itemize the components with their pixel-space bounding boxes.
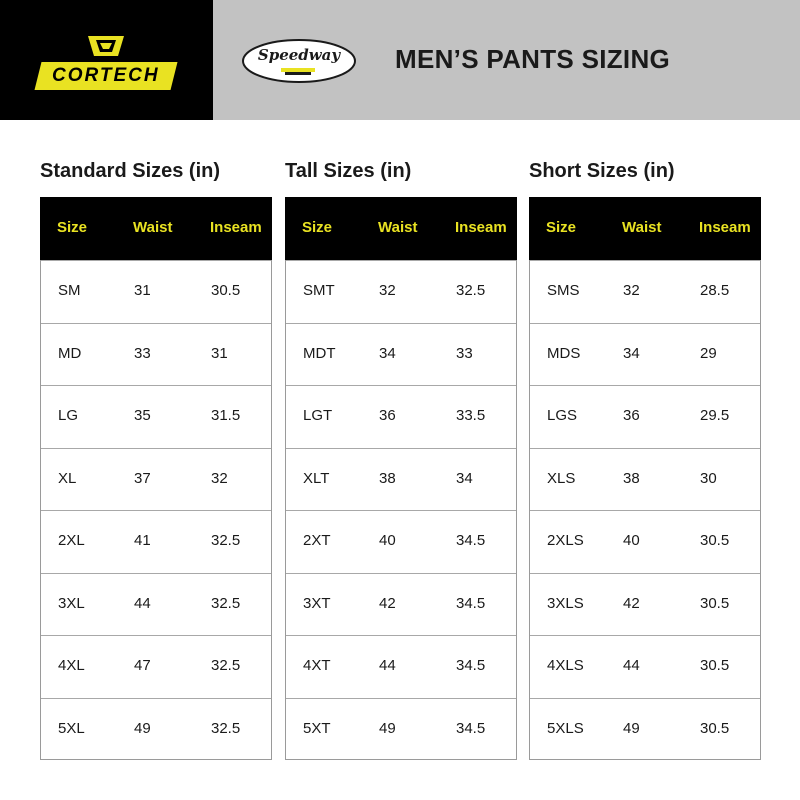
column-header: Waist <box>622 219 662 236</box>
waist-cell: 44 <box>134 594 151 612</box>
table-row <box>530 635 760 697</box>
waist-cell: 31 <box>134 282 151 299</box>
table-row <box>530 510 760 572</box>
inseam-cell: 30.5 <box>700 532 730 549</box>
size-cell: LG <box>58 407 79 424</box>
size-cell: LGT <box>303 407 333 424</box>
inseam-cell: 32.5 <box>211 532 241 549</box>
size-table-tall <box>285 197 517 760</box>
section-title-standard: Standard Sizes (in) <box>40 160 221 182</box>
table-row <box>530 698 760 760</box>
table-row <box>530 448 760 510</box>
table-row <box>41 698 271 760</box>
size-cell: 2XL <box>58 532 85 549</box>
waist-cell: 47 <box>134 657 151 674</box>
speedway-wordmark: Speedway <box>257 46 341 64</box>
inseam-cell: 29 <box>700 344 717 362</box>
size-cell: XLS <box>547 469 576 487</box>
waist-cell: 36 <box>623 407 640 424</box>
column-header: Size <box>546 219 577 236</box>
table-header-row <box>285 197 517 260</box>
size-table-standard <box>40 197 272 760</box>
table-row <box>286 510 516 572</box>
size-cell: 5XT <box>303 719 331 737</box>
inseam-cell: 34.5 <box>456 532 486 549</box>
waist-cell: 49 <box>379 719 396 737</box>
size-cell: 3XT <box>303 594 331 612</box>
size-cell: 4XL <box>58 657 85 674</box>
waist-cell: 34 <box>379 344 396 362</box>
inseam-cell: 29.5 <box>700 407 730 424</box>
inseam-cell: 32.5 <box>211 719 241 737</box>
table-row <box>286 260 516 322</box>
waist-cell: 38 <box>623 469 640 487</box>
size-cell: 5XL <box>58 719 85 737</box>
size-cell: LGS <box>547 407 578 424</box>
inseam-cell: 32.5 <box>211 657 241 674</box>
table-row <box>41 510 271 572</box>
table-row <box>41 323 271 385</box>
waist-cell: 32 <box>379 282 396 299</box>
table-row <box>41 635 271 697</box>
inseam-cell: 32.5 <box>211 594 241 612</box>
waist-cell: 40 <box>623 532 640 549</box>
waist-cell: 44 <box>623 657 640 674</box>
waist-cell: 37 <box>134 469 151 487</box>
inseam-cell: 33 <box>456 344 473 362</box>
inseam-cell: 30.5 <box>700 719 730 737</box>
table-row <box>530 385 760 447</box>
inseam-cell: 34.5 <box>456 594 486 612</box>
column-header: Waist <box>133 219 173 236</box>
column-header: Waist <box>378 219 418 236</box>
inseam-cell: 30.5 <box>211 282 241 299</box>
column-header: Size <box>57 219 88 236</box>
inseam-cell: 33.5 <box>456 407 486 424</box>
size-cell: 2XLS <box>547 532 584 549</box>
table-row <box>530 573 760 635</box>
waist-cell: 49 <box>623 719 640 737</box>
table-row <box>41 573 271 635</box>
inseam-cell: 32 <box>211 469 228 487</box>
table-header-row <box>40 197 272 260</box>
size-cell: 4XT <box>303 657 331 674</box>
table-row <box>286 698 516 760</box>
table-row <box>41 448 271 510</box>
size-cell: 4XLS <box>547 657 584 674</box>
column-header: Size <box>302 219 333 236</box>
size-cell: SMS <box>547 282 580 299</box>
waist-cell: 34 <box>623 344 640 362</box>
waist-cell: 33 <box>134 344 151 362</box>
table-row <box>286 635 516 697</box>
size-cell: XL <box>58 469 77 487</box>
waist-cell: 41 <box>134 532 151 549</box>
waist-cell: 36 <box>379 407 396 424</box>
cortech-wordmark-text: CORTECH <box>52 65 160 86</box>
table-row <box>286 448 516 510</box>
column-header: Inseam <box>455 219 507 236</box>
size-cell: 3XL <box>58 594 85 612</box>
inseam-cell: 32.5 <box>456 282 486 299</box>
inseam-cell: 28.5 <box>700 282 730 299</box>
section-title-short: Short Sizes (in) <box>529 160 675 182</box>
cortech-logo <box>38 36 174 92</box>
table-row <box>530 260 760 322</box>
size-cell: MDT <box>303 344 336 362</box>
size-cell: 3XLS <box>547 594 584 612</box>
waist-cell: 32 <box>623 282 640 299</box>
column-header: Inseam <box>210 219 262 236</box>
cortech-emblem-icon <box>88 36 124 56</box>
column-header: Inseam <box>699 219 751 236</box>
waist-cell: 42 <box>379 594 396 612</box>
size-cell: XLT <box>303 469 330 487</box>
waist-cell: 38 <box>379 469 396 487</box>
speedway-logo <box>241 38 357 84</box>
size-table-short <box>529 197 761 760</box>
inseam-cell: 34 <box>456 469 473 487</box>
inseam-cell: 34.5 <box>456 657 486 674</box>
header-logo-panel <box>0 0 213 120</box>
inseam-cell: 34.5 <box>456 719 486 737</box>
page-title: MEN’S PANTS SIZING <box>395 44 671 74</box>
size-cell: 5XLS <box>547 719 584 737</box>
table-header-row <box>529 197 761 260</box>
waist-cell: 44 <box>379 657 396 674</box>
inseam-cell: 30 <box>700 469 717 487</box>
table-row <box>41 260 271 322</box>
table-row <box>530 323 760 385</box>
waist-cell: 35 <box>134 407 151 424</box>
size-cell: 2XT <box>303 532 331 549</box>
size-cell: SM <box>58 282 81 299</box>
table-row <box>286 323 516 385</box>
inseam-cell: 31 <box>211 344 228 362</box>
table-row <box>286 385 516 447</box>
waist-cell: 42 <box>623 594 640 612</box>
section-title-tall: Tall Sizes (in) <box>285 160 412 182</box>
size-cell: SMT <box>303 282 335 299</box>
inseam-cell: 31.5 <box>211 407 241 424</box>
table-row <box>286 573 516 635</box>
table-row <box>41 385 271 447</box>
inseam-cell: 30.5 <box>700 594 730 612</box>
size-cell: MDS <box>547 344 581 362</box>
waist-cell: 40 <box>379 532 396 549</box>
cortech-wordmark <box>35 62 178 90</box>
waist-cell: 49 <box>134 719 151 737</box>
page-header <box>0 0 800 120</box>
size-cell: MD <box>58 344 82 362</box>
inseam-cell: 30.5 <box>700 657 730 674</box>
